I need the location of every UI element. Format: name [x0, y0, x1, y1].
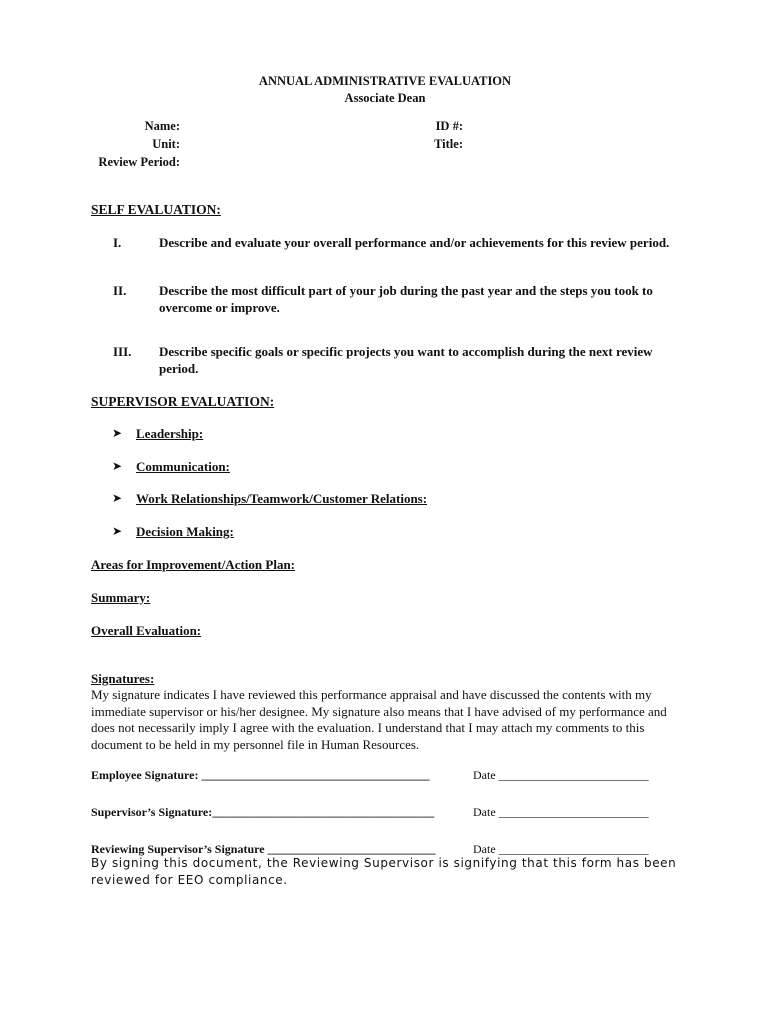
document-subtitle: Associate Dean	[344, 91, 426, 105]
work-relationships-label: Work Relationships/Teamwork/Customer Relations:	[136, 491, 428, 506]
self-evaluation-heading: SELF EVALUATION:	[91, 202, 221, 217]
item-number-2: II.	[113, 283, 127, 298]
overall-evaluation-heading: Overall Evaluation:	[91, 623, 202, 638]
review-period-label: Review Period:	[98, 155, 180, 169]
summary-heading: Summary:	[91, 590, 151, 605]
employee-date-line: Date _________________________	[473, 768, 649, 782]
supervisor-evaluation-heading: SUPERVISOR EVALUATION:	[91, 394, 275, 409]
name-label: Name:	[144, 119, 180, 133]
arrow-bullet-icon: ➤	[112, 524, 123, 538]
reviewing-date-line: Date _________________________	[473, 842, 649, 856]
supervisor-signature-line: Supervisor’s Signature:_____________________________________	[91, 805, 435, 819]
improvement-heading: Areas for Improvement/Action Plan:	[91, 557, 296, 572]
eeo-compliance-note: By signing this document, the Reviewing Supervisor is signifying that this form has been reviewed for EEO compliance.	[91, 856, 677, 887]
signatures-heading: Signatures:	[91, 671, 155, 686]
employee-signature-line: Employee Signature: ______________________________________	[91, 768, 430, 782]
arrow-bullet-icon: ➤	[112, 426, 123, 440]
item-number-3: III.	[113, 344, 132, 359]
signature-statement: My signature indicates I have reviewed this performance appraisal and have discussed the contents with my immediate supervisor or his/her designee. My signature also means that I have advised of my performance and does not necessarily imply I agree with the evaluation. I understand that I may attach my comments to this document to be held in my personnel file in Human Resources.	[91, 687, 667, 752]
unit-label: Unit:	[152, 137, 180, 151]
leadership-label: Leadership:	[136, 426, 204, 441]
arrow-bullet-icon: ➤	[112, 491, 123, 505]
id-label: ID #:	[435, 119, 463, 133]
item-number-1: I.	[113, 235, 122, 250]
self-evaluation-question-2: Describe the most difficult part of your job during the past year and the steps you took to overcome or improve.	[159, 283, 653, 315]
document-title: ANNUAL ADMINISTRATIVE EVALUATION	[258, 74, 512, 88]
communication-label: Communication:	[136, 459, 230, 474]
arrow-bullet-icon: ➤	[112, 459, 123, 473]
reviewing-supervisor-signature-line: Reviewing Supervisor’s Signature ____________________________	[91, 842, 436, 856]
title-label: Title:	[434, 137, 463, 151]
decision-making-label: Decision Making:	[136, 524, 234, 539]
supervisor-date-line: Date _________________________	[473, 805, 649, 819]
self-evaluation-question-3: Describe specific goals or specific projects you want to accomplish during the next review period.	[159, 344, 653, 376]
self-evaluation-question-1: Describe and evaluate your overall performance and/or achievements for this review period.	[159, 235, 670, 250]
